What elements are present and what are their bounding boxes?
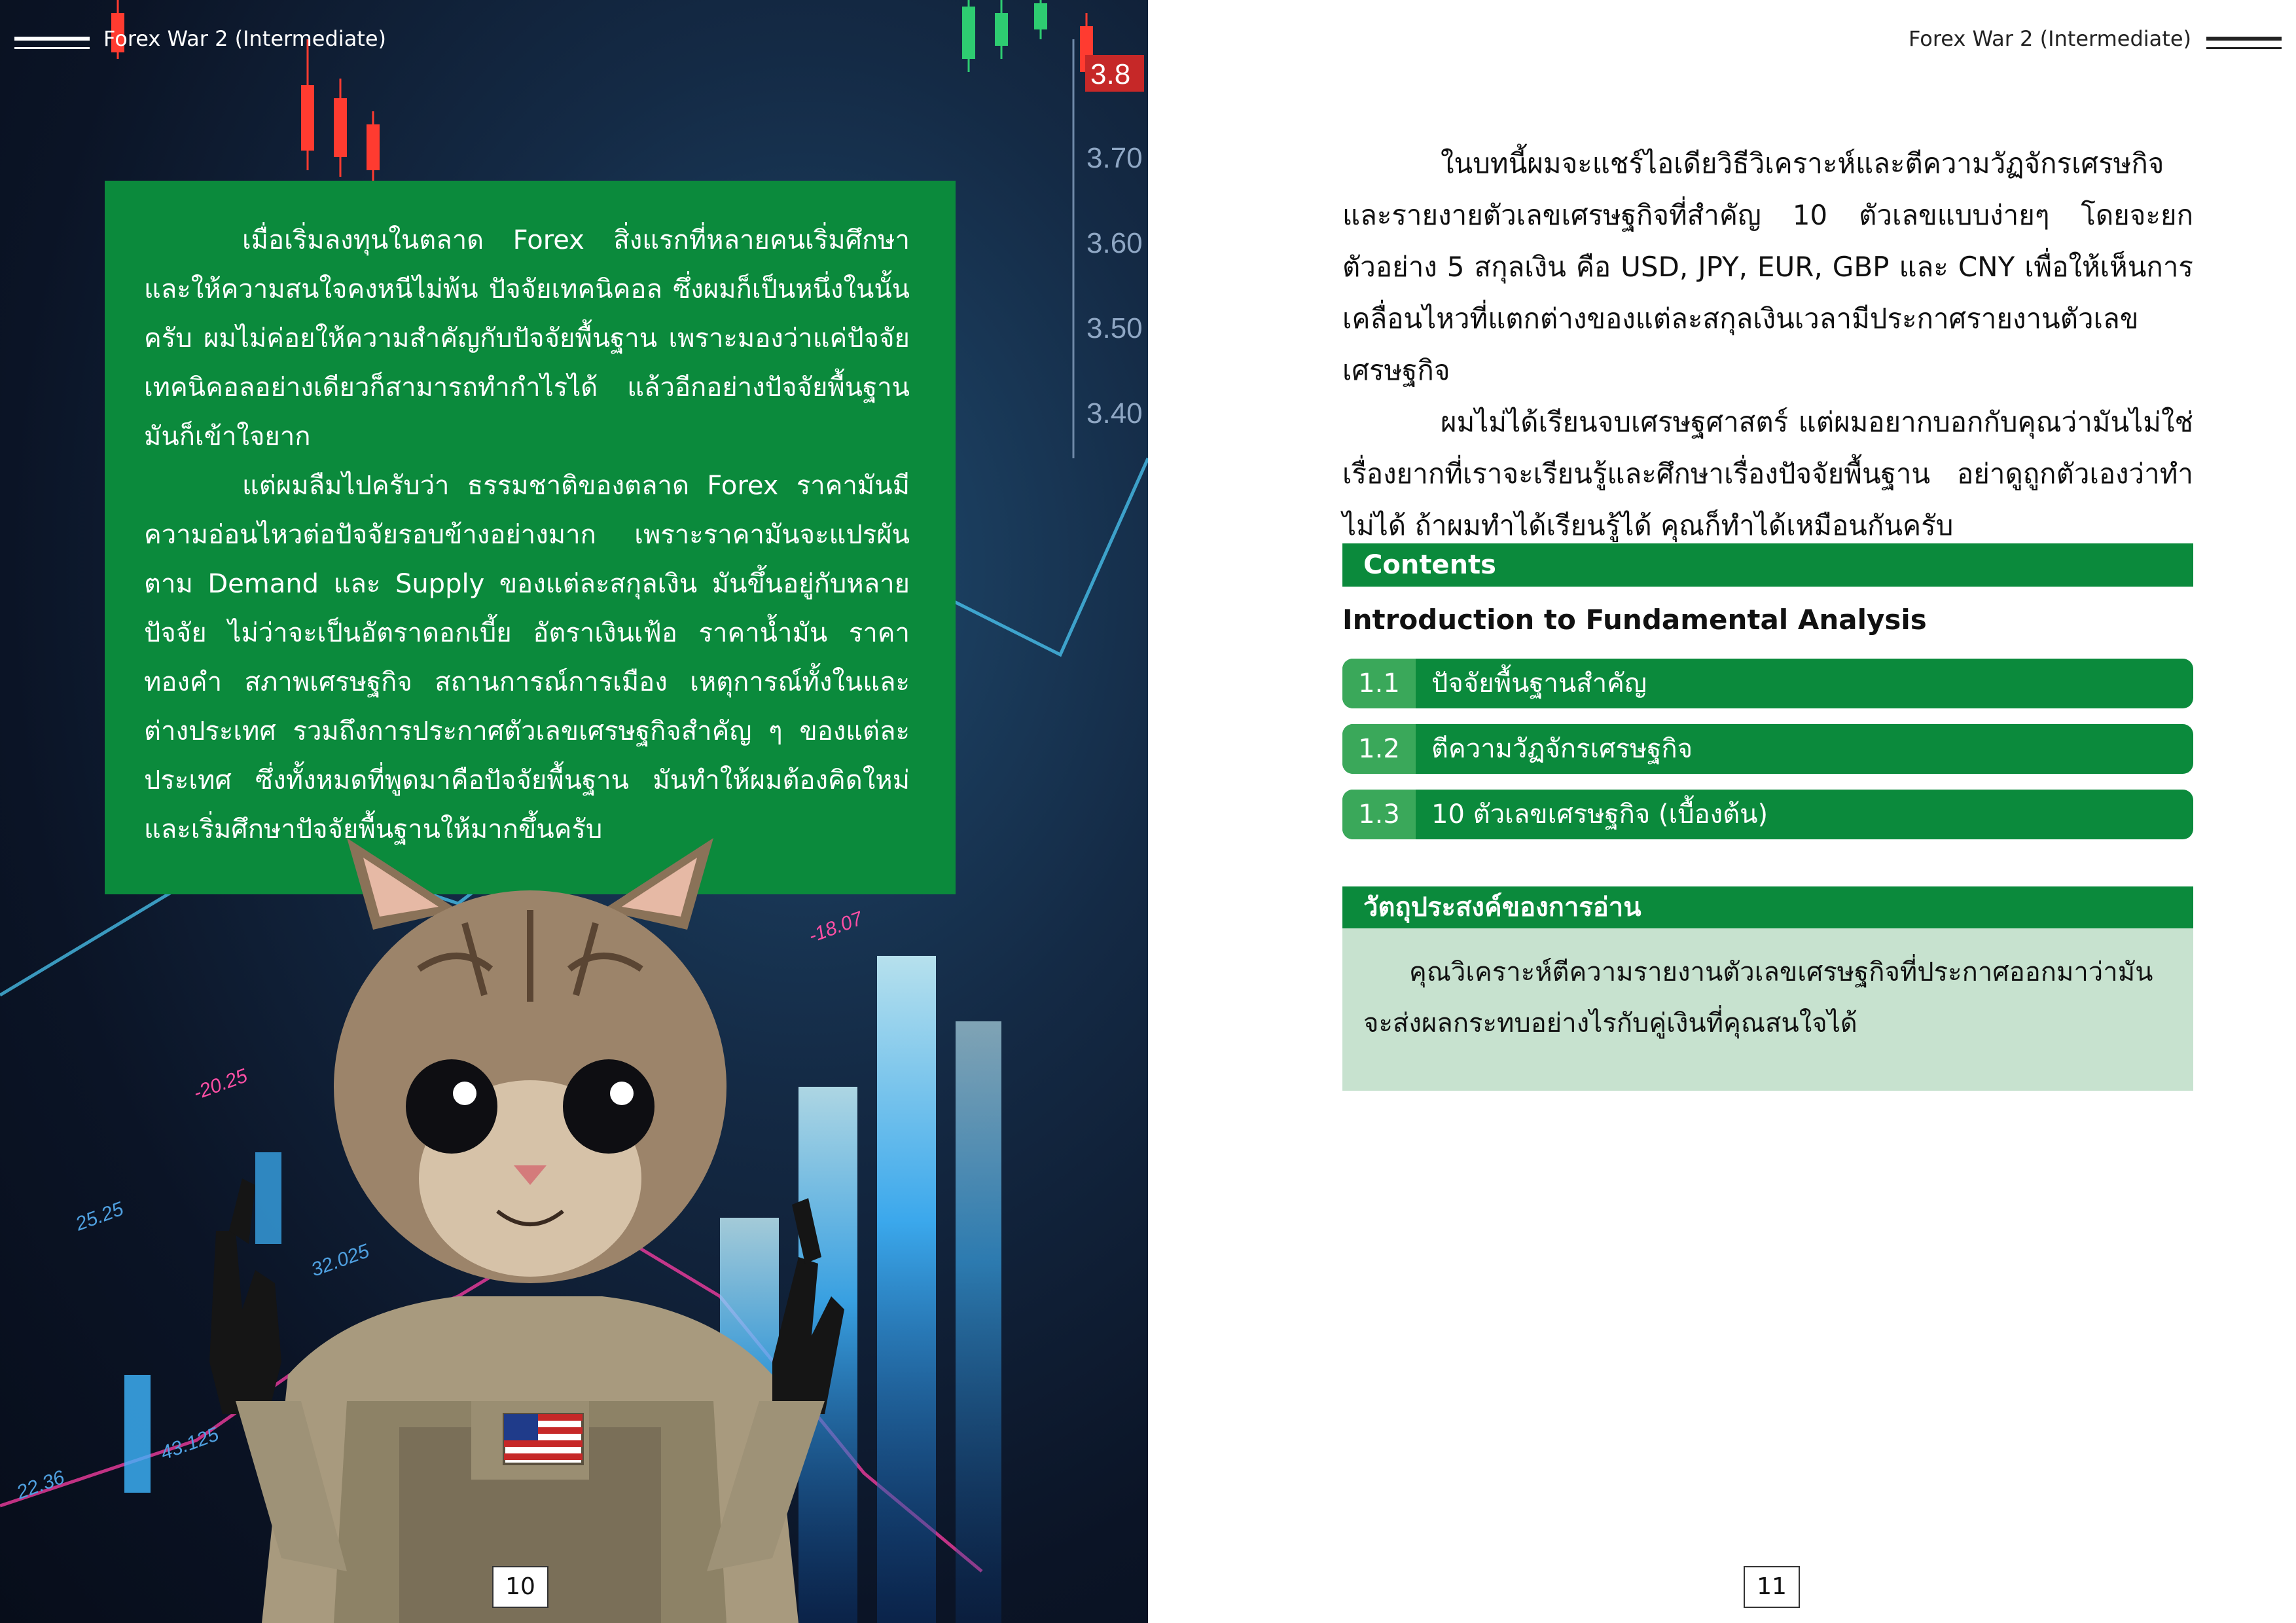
intro-paragraph-2: แต่ผมลืมไปครับว่า ธรรมชาติของตลาด Forex ราคามันมีความอ่อนไหวต่อปัจจัยรอบข้างอย่างมาก เพราะราคามันจะแปรผันตาม Demand และ Supply ของแต่ละสกุลเงิน มันขึ้นอยู่กับหลายปัจจัย ไม่ว่าจะเป็นอัตราดอกเบี้ย อัตราเงินเฟ้อ ราคาน้ำมัน ราคาทองคำ สภาพเศรษฐกิจ สถานการณ์การเมือง เหตุการณ์ทั้งในและต่างประเทศ รวมถึงการประกาศตัวเลขเศรษฐกิจสำคัญ ๆ ของแต่ละประเทศ ซึ่งทั้งหมดที่พูดมาคือปัจจัยพื้นฐาน มันทำให้ผมต้องคิดใหม่และเริ่มศึกษาปัจจัยพื้นฐานให้มากขึ้นครับ [144,471,910,845]
header-rule-thick [2206,37,2282,41]
chapter-intro-paragraph-2: ผมไม่ได้เรียนจบเศรษฐศาสตร์ แต่ผมอยากบอกกับคุณว่ามันไม่ใช่เรื่องยากที่เราจะเรียนรู้และศึกษาเรื่องปัจจัยพื้นฐาน อย่าดูถูกตัวเองว่าทำไม่ได้ ถ้าผมทำได้เรียนรู้ได้ คุณก็ทำได้เหมือนกันครับ [1342,406,2193,541]
page-number-right: 11 [1744,1566,1800,1608]
price-label-4: 3.50 [1086,312,1143,344]
chart-annotation-6: 22.36 [14,1466,67,1504]
price-label-5: 3.40 [1086,397,1143,429]
toc-number: 1.3 [1342,790,1416,839]
running-header: Forex War 2 (Intermediate) [1908,26,2191,51]
chapter-intro [1342,137,2193,551]
flag-patch-icon [504,1414,583,1464]
header-rule-thick [14,37,90,41]
price-label-1: 3.8 [1090,58,1131,90]
objective-title-bar: วัตถุประสงค์ของการอ่าน [1342,886,2193,928]
objective-text [1363,947,2168,1049]
toc-label: 10 ตัวเลขเศรษฐกิจ (เบื้องต้น) [1431,799,1768,830]
chart-annotation-1: -18.07 [806,907,866,947]
right-page [1148,0,2296,1623]
chart-annotation-5: 43.125 [158,1423,222,1465]
header-rule-thin [2206,47,2282,49]
chart-annotation-3: 25.25 [73,1197,126,1235]
toc-item-1-3[interactable] [1342,790,2193,839]
page-number-left: 10 [492,1566,548,1608]
chart-annotation-2: -20.25 [190,1065,251,1104]
intro-paragraph-1: เมื่อเริ่มลงทุนในตลาด Forex สิ่งแรกที่หลายคนเริ่มศึกษาและให้ความสนใจคงหนีไม่พ้น ปัจจัยเทคนิคอล ซึ่งผมก็เป็นหนึ่งในนั้นครับ ผมไม่ค่อยให้ความสำคัญกับปัจจัยพื้นฐาน เพราะมองว่าแค่ปัจจัยเทคนิคอลอย่างเดียวก็สามารถทำกำไรได้ แล้วอีกอย่างปัจจัยพื้นฐานมันก็เข้าใจยาก [144,225,910,452]
section-heading: Introduction to Fundamental Analysis [1342,604,1927,636]
objective-paragraph: คุณวิเคราะห์ตีความรายงานตัวเลขเศรษฐกิจที่ประกาศออกมาว่ามันจะส่งผลกระทบอย่างไรกับคู่เงินที่คุณสนใจได้ [1363,957,2153,1038]
chapter-intro-paragraph-1: ในบทนี้ผมจะแชร์ไอเดียวิธีวิเคราะห์และตีความวัฏจักรเศรษกิจ และรายงายตัวเลขเศรษฐกิจที่สำคัญ 10 ตัวเลขแบบง่ายๆ โดยจะยกตัวอย่าง 5 สกุลเงิน คือ USD, JPY, EUR, GBP และ CNY เพื่อให้เห็นการเคลื่อนไหวที่แตกต่างของแต่ละสกุลเงินเวลามีประกาศรายงานตัวเลขเศรษฐกิจ [1342,147,2193,386]
chart-annotation-4: 32.025 [308,1240,372,1281]
price-label-2: 3.70 [1086,142,1143,174]
price-label-3: 3.60 [1086,227,1143,259]
objective-box [1342,928,2193,1091]
cat-head [334,838,726,1283]
price-scale [1073,39,1144,458]
toc-number: 1.1 [1342,659,1416,708]
toc-item-1-1[interactable] [1342,659,2193,708]
toc-label: ปัจจัยพื้นฐานสำคัญ [1431,668,1647,699]
contents-title-bar: Contents [1342,543,2193,587]
toc-item-1-2[interactable] [1342,724,2193,774]
running-header: Forex War 2 (Intermediate) [103,26,387,51]
toc-number: 1.2 [1342,724,1416,774]
intro-text [144,216,910,854]
toc-label: ตีความวัฏจักรเศรษฐกิจ [1431,734,1693,764]
header-rule-thin [14,47,90,49]
cat-soldier-illustration [183,838,877,1623]
